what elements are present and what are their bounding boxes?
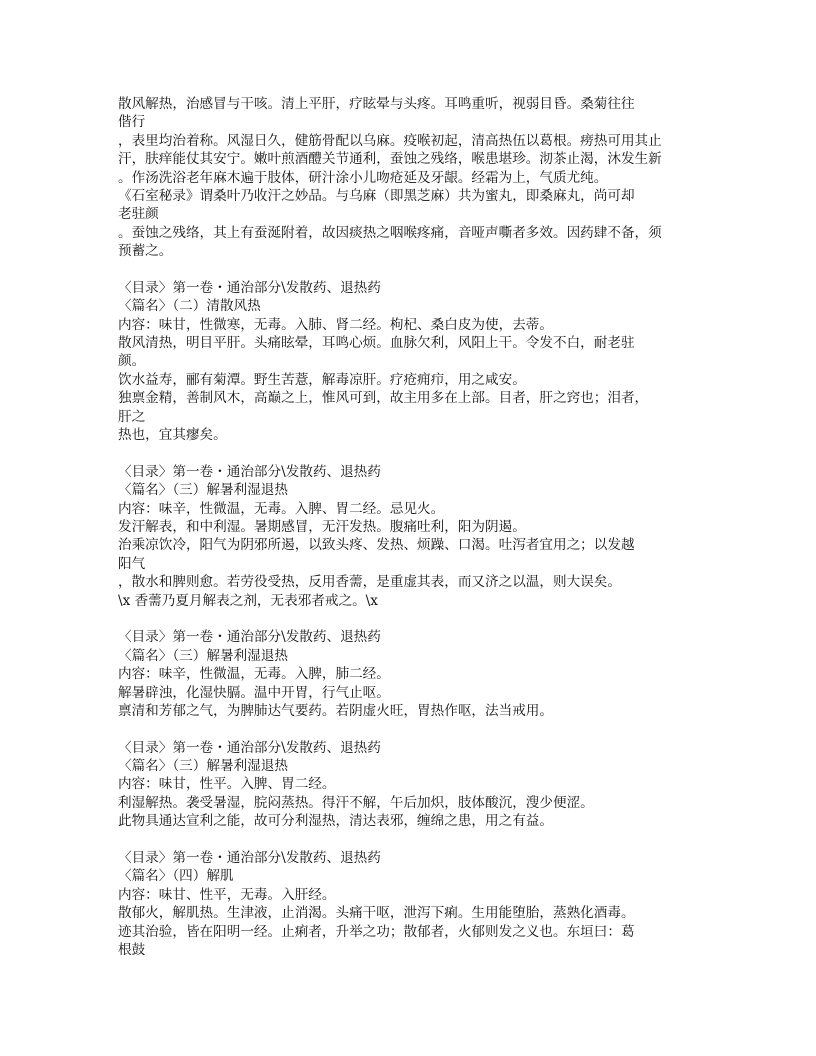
text-line: 解暑辟浊，化湿快膈。温中开胃，行气止呕。 [118,684,390,701]
text-line: 此物具通达宣利之能，故可分利湿热，清达表邪，缠绵之患，用之有益。 [118,813,553,830]
entry-section [118,628,718,720]
text-line: 〈篇名〉（三）解暑利湿退热 [118,647,288,664]
text-line: 汗，肤痒能仗其安宁。嫩叶煎酒醴关节通利，蚕蚀之残络，喉患堪珍。沏茶止渴，沐发生新 [118,151,662,168]
text-line: 《石室秘录》谓桑叶乃收汗之妙品。与乌麻（即黑芝麻）共为蜜丸，即桑麻丸，尚可却 [118,187,635,204]
text-line: ，散水和脾则愈。若劳役受热，反用香薷，是重虚其表，而又济之以温，则大误矣。 [118,574,621,591]
text-line: 偕行 [118,114,146,131]
text-line: 发汗解表，和中利湿。暑期感冒，无汗发热。腹痛吐利，阳为阴遏。 [118,518,526,535]
text-line: 散风清热，明目平肝。头痛眩晕，耳鸣心烦。血脉欠利，风阳上干。令发不白，耐老驻 [118,335,635,352]
text-line: 内容：味辛，性微温，无毒。入脾、胃二经。忌见火。 [118,500,445,517]
text-line: 〈目录〉第一卷・通治部分\发散药、退热药 [118,629,381,646]
text-line: 〈目录〉第一卷・通治部分\发散药、退热药 [118,850,381,867]
text-line: 老驻颜 [118,206,159,223]
text-line: 散郁火，解肌热。生津液，止消渴。头痛干呕，泄泻下痢。生用能堕胎，蒸熟化酒毒。 [118,905,635,922]
text-line: 阳气 [118,555,146,572]
text-line: 颜。 [118,353,146,370]
text-line: 内容：味辛，性微温，无毒。入脾，肺二经。 [118,666,390,683]
text-line: 预蓄之。 [118,243,173,260]
paragraph-spacer [118,261,718,279]
text-line: 根鼓 [118,941,146,958]
text-line: 散风解热，治感冒与干咳。清上平肝，疗眩晕与头疼。耳鸣重听，视弱目昏。桑菊往往 [118,96,635,112]
text-line: 〈篇名〉（二）清散风热 [118,298,261,315]
paragraph-spacer [118,444,718,462]
text-line: 内容：味甘，性微寒，无毒。入肺、肾二经。枸杞、桑白皮为使，去蒂。 [118,316,553,333]
text-line: 迹其治验，皆在阳明一经。止痢者，升举之功；散郁者，火郁则发之义也。东垣曰：葛 [118,923,635,940]
text-line: 内容：味甘、性平，无毒。入肝经。 [118,886,336,903]
text-line: 〈目录〉第一卷・通治部分\发散药、退热药 [118,739,381,756]
entry-section [118,463,718,610]
text-line: 〈篇名〉（四）解肌 [118,868,234,885]
text-line: 。作汤洗浴老年麻木遍于肢体，研汁涂小儿吻疮延及牙龈。经霜为上，气质尤纯。 [118,169,608,186]
text-line: 〈篇名〉（三）解暑利湿退热 [118,482,288,499]
entry-section [118,849,718,959]
text-line: 利湿解热。袭受暑湿，脘闷蒸热。得汗不解，午后加炽，肢体酸沉，溲少便涩。 [118,794,594,811]
text-line: 内容：味甘，性平。入脾、胃二经。 [118,776,336,793]
entry-section [118,739,718,831]
text-line: 独禀金精，善制风木，高巅之上，惟风可到，故主用多在上部。目者，肝之窍也；泪者， [118,390,649,407]
text-line: 〈目录〉第一卷・通治部分\发散药、退热药 [118,463,381,480]
text-line: 热也，宜其瘳矣。 [118,427,227,444]
text-line: 〈目录〉第一卷・通治部分\发散药、退热药 [118,279,381,296]
paragraph-spacer [118,831,718,849]
text-line: ，表里均治着称。风湿日久，健筋骨配以乌麻。疫喉初起，清高热伍以葛根。痨热可用其止 [118,132,662,149]
text-line: 治乘凉饮冷，阳气为阴邪所遏，以致头疼、发热、烦躁、口渴。吐泻者宜用之；以发越 [118,537,635,554]
paragraph-spacer [118,610,718,628]
text-line: 饮水益寿，郦有菊潭。野生苦薏，解毒凉肝。疗疮痈疖，用之咸安。 [118,371,526,388]
text-line: 〈篇名〉（三）解暑利湿退热 [118,758,288,775]
text-line: 。蚕蚀之残络，其上有蚕涎附着，故因痰热之咽喉疼痛，音哑声嘶者多效。因药肆不备，须 [118,224,662,241]
entry-section [118,95,718,261]
text-line: 肝之 [118,408,146,425]
entry-section [118,279,718,445]
text-line: 禀清和芳郁之气，为脾肺达气要药。若阴虚火旺，胃热作呕，法当戒用。 [118,702,553,719]
text-line: \x 香薷乃夏月解表之剂，无表邪者戒之。\x [118,592,378,609]
paragraph-spacer [118,720,718,738]
document-page [118,95,718,959]
